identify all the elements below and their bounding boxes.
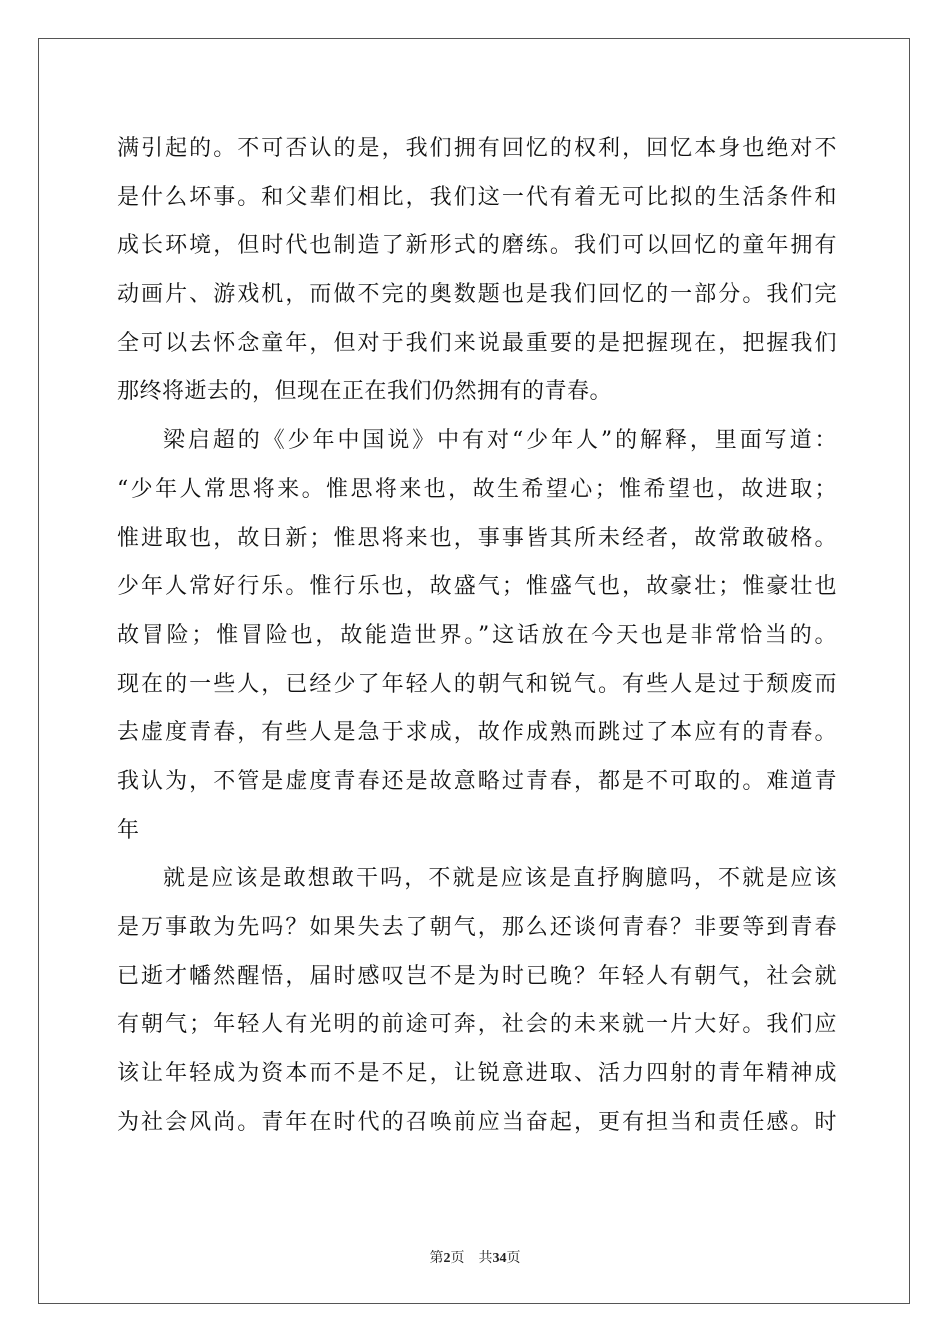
text-line: 成长环境，但时代也制造了新形式的磨练。我们可以回忆的童年拥有 <box>117 233 837 259</box>
text-line: 惟进取也，故日新；惟思将来也，事事皆其所未经者，故常敢破格。 <box>117 525 837 551</box>
text-line: 故冒险；惟冒险也，故能造世界。”这话放在今天也是非常恰当的。 <box>117 622 837 648</box>
text-line: 年 <box>117 817 140 843</box>
page-label-prefix: 第 <box>429 1251 444 1266</box>
text-line: 满引起的。不可否认的是，我们拥有回忆的权利，回忆本身也绝对不 <box>117 136 837 161</box>
text-line: 是万事敢为先吗？如果失去了朝气，那么还谈何青春？非要等到青春 <box>117 915 837 940</box>
document-body <box>117 125 837 1147</box>
text-line: 有朝气；年轻人有光明的前途可奔，社会的未来就一片大好。我们应 <box>117 1012 837 1038</box>
text-line: 少年人常好行乐。惟行乐也，故盛气；惟盛气也，故豪壮；惟豪壮也 <box>117 574 837 600</box>
page-label-suffix: 页 <box>450 1251 465 1266</box>
text-line: 全可以去怀念童年，但对于我们来说最重要的是把握现在，把握我们 <box>117 330 837 356</box>
text-line: 该让年轻成为资本而不是不足，让锐意进取、活力四射的青年精神成 <box>117 1061 837 1087</box>
text-line: 就是应该是敢想敢干吗，不就是应该是直抒胸臆吗，不就是应该 <box>163 866 837 892</box>
page-footer <box>0 1247 950 1267</box>
text-line: 动画片、游戏机，而做不完的奥数题也是我们回忆的一部分。我们完 <box>117 282 837 308</box>
text-line: 现在的一些人，已经少了年轻人的朝气和锐气。有些人是过于颓废而 <box>117 671 837 697</box>
text-line: 为社会风尚。青年在时代的召唤前应当奋起，更有担当和责任感。时 <box>117 1109 837 1135</box>
text-line: 那终将逝去的，但现在正在我们仍然拥有的青春。 <box>117 379 613 405</box>
total-label-prefix: 共 <box>478 1251 493 1266</box>
total-pages: 34 <box>492 1251 507 1266</box>
text-line: 已逝才幡然醒悟，届时感叹岂不是为时已晚？年轻人有朝气，社会就 <box>117 963 837 989</box>
text-line: 去虚度青春，有些人是急于求成，故作成熟而跳过了本应有的青春。 <box>117 720 837 746</box>
text-line: 我认为，不管是虚度青春还是故意略过青春，都是不可取的。难道青 <box>117 768 837 794</box>
text-line: “少年人常思将来。惟思将来也，故生希望心；惟希望也，故进取； <box>117 476 837 502</box>
total-label-suffix: 页 <box>506 1251 521 1266</box>
page-number: 2 <box>443 1251 451 1266</box>
text-line: 是什么坏事。和父辈们相比，我们这一代有着无可比拟的生活条件和 <box>117 184 837 210</box>
text-line: 梁启超的《少年中国说》中有对“少年人”的解释，里面写道： <box>163 428 837 454</box>
